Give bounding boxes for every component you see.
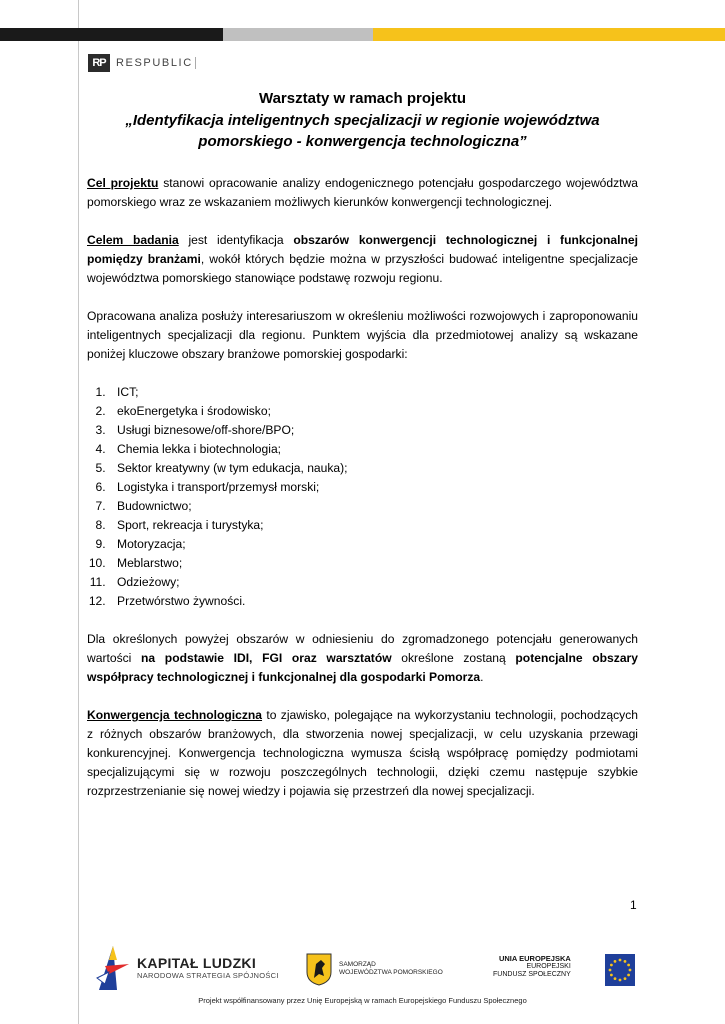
eu-text-block <box>493 954 571 979</box>
outcome-bold-2: potencjalne obszary współpracy technologicznej i funkcjonalnej dla gospodarki Pomorza <box>87 651 638 684</box>
paragraph-research-goal <box>87 231 638 288</box>
respublic-logo-text: RESPUBLIC <box>116 57 196 69</box>
paragraph-analysis <box>87 307 638 364</box>
title-line-2: „Identyfikacja inteligentnych specjalizacji w regionie województwa <box>125 111 600 129</box>
title-line-1: Warsztaty w ramach projektu <box>258 90 466 107</box>
analysis-text: Opracowana analiza posłuży interesariuszom w określeniu możliwości rozwojowych i zaproponowaniu inteligentnych specjalizacji dla regionu. Punktem wyjścia dla przedmiotowej analizy są wskazane poniżej kluczowe obszary branżowe pomorskiej gospodarki: <box>87 309 638 361</box>
paragraph-project-goal <box>87 174 638 212</box>
list-item: 6. Logistyka i transport/przemysł morski; <box>109 478 638 497</box>
kapital-ludzki-logo <box>95 944 279 990</box>
convergence-lead: Konwergencja technologiczna <box>87 708 263 722</box>
list-item: 11. Odzieżowy; <box>109 573 638 592</box>
outcome-text-1: Dla określonych powyżej obszarów w odniesieniu do zgromadzonego potencjału generowanych wartości <box>87 632 638 665</box>
pomorskie-griffin-icon <box>305 952 333 986</box>
outcome-bold-1: na podstawie IDI, FGI oraz warsztatów <box>141 651 392 665</box>
header-bar-black <box>0 28 223 41</box>
eu-sub-1: EUROPEJSKI <box>526 963 571 970</box>
document-title <box>87 88 638 153</box>
kapital-ludzki-star-icon <box>95 944 131 990</box>
samorzad-line-1: SAMORZĄD <box>339 961 376 968</box>
page-number: 1 <box>630 898 637 912</box>
convergence-text: to zjawisko, polegające na wykorzystaniu technologii, pochodzących z różnych obszarów branżowych, dla stworzenia nowej specjalizacji, w celu uzyskania przewagi konkurencyjnej. Konwergencja technologiczna wymusza ścisłą współpracę pomiędzy podmiotami specjalizującymi się w rozwoju poszczególnych technologii, dzięki czemu następuje szybkie rozprzestrzenianie się nowej wiedzy i pojawia się przestrzeń dla nowej specjalizacji. <box>87 708 638 798</box>
list-item: 3. Usługi biznesowe/off-shore/BPO; <box>109 421 638 440</box>
list-item: 8. Sport, rekreacja i turystyka; <box>109 516 638 535</box>
header-bar-grey <box>223 28 373 41</box>
eu-sub-2: FUNDUSZ SPOŁECZNY <box>493 971 571 978</box>
eu-flag-icon <box>605 954 635 986</box>
research-goal-lead: Celem badania <box>87 233 179 247</box>
kapital-ludzki-subtitle: NARODOWA STRATEGIA SPÓJNOŚCI <box>137 970 279 980</box>
list-item: 9. Motoryzacja; <box>109 535 638 554</box>
footer-funding-note: Projekt współfinansowany przez Unię Europejską w ramach Europejskiego Funduszu Społecznego <box>198 996 527 1005</box>
outcome-text-3: . <box>480 670 484 684</box>
sector-list <box>87 383 638 611</box>
project-goal-text: stanowi opracowanie analizy endogenicznego potencjału gospodarczego województwa pomorskiego wraz ze wskazaniem możliwych kierunków konwergencji technologicznej. <box>87 176 639 209</box>
list-item: 2. ekoEnergetyka i środowisko; <box>109 402 638 421</box>
research-goal-text-1: jest identyfikacja <box>178 233 294 247</box>
samorzad-line-2: WOJEWÓDZTWA POMORSKIEGO <box>339 969 443 976</box>
title-line-3: pomorskiego - konwergencja technologiczna” <box>198 133 527 150</box>
outcome-text-2: określone zostaną <box>391 651 516 665</box>
kapital-ludzki-title: KAPITAŁ LUDZKI <box>137 954 257 971</box>
paragraph-convergence <box>87 706 638 801</box>
list-item: 10. Meblarstwo; <box>109 554 638 573</box>
project-goal-lead: Cel projektu <box>87 176 159 190</box>
list-item: 4. Chemia lekka i biotechnologia; <box>109 440 638 459</box>
eu-title: UNIA EUROPEJSKA <box>498 954 571 963</box>
list-item: 1. ICT; <box>109 383 638 402</box>
respublic-logo <box>88 54 196 72</box>
list-item: 5. Sektor kreatywny (w tym edukacja, nauka); <box>109 459 638 478</box>
list-item: 7. Budownictwo; <box>109 497 638 516</box>
list-item: 12. Przetwórstwo żywności. <box>109 592 638 611</box>
research-goal-bold: obszarów konwergencji technologicznej i funkcjonalnej pomiędzy branżami <box>87 233 638 266</box>
research-goal-text-2: , wokół których będzie można w przyszłości budować inteligentne specjalizacje województwa pomorskiego stanowiące podstawę rozwoju regionu. <box>87 252 638 285</box>
margin-line <box>78 0 79 1024</box>
header-bar-yellow <box>373 28 725 41</box>
document-body <box>87 174 638 820</box>
footer-logos <box>95 944 635 992</box>
paragraph-outcome <box>87 630 638 687</box>
samorzad-logo <box>305 952 443 986</box>
respublic-logo-mark: RP <box>88 54 110 72</box>
